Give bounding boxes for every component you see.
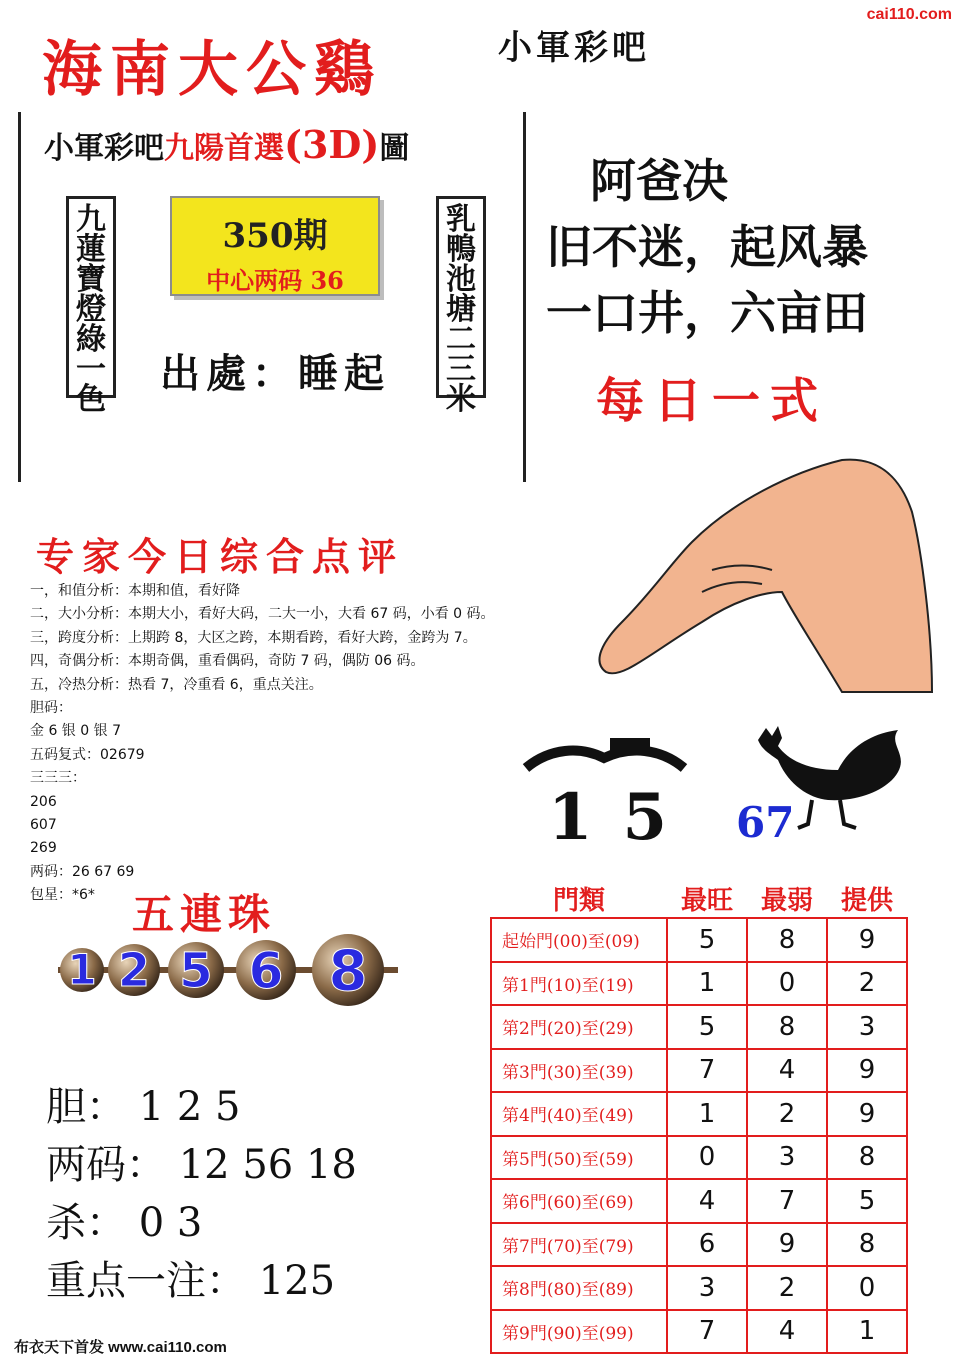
table-cell: 4 — [667, 1179, 747, 1223]
table-cell: 8 — [747, 1005, 827, 1049]
analysis-line: 金 6 银 0 银 7 — [30, 723, 121, 740]
table-cell: 7 — [667, 1049, 747, 1093]
issue-box — [170, 196, 380, 296]
table-cell: 1 — [667, 1092, 747, 1136]
zhongdian-line: 重点一注： 125 — [46, 1258, 336, 1304]
abacus-mark-icon — [520, 718, 690, 778]
table-cell: 4 — [747, 1049, 827, 1093]
analysis-line: 一，和值分析：本期和值，看好降 — [30, 583, 240, 599]
table-cell-label: 第6門(60)至(69) — [491, 1179, 667, 1223]
table-header: 提供 — [827, 880, 907, 918]
analysis-line: 两码：26 67 69 — [30, 863, 135, 880]
table-cell: 2 — [747, 1092, 827, 1136]
table-row — [491, 1310, 907, 1354]
expert-title: 专家今日综合点评 — [36, 534, 405, 579]
table-cell: 5 — [827, 1179, 907, 1223]
table-row — [491, 1092, 907, 1136]
table-cell: 0 — [827, 1266, 907, 1310]
table-row — [491, 1266, 907, 1310]
hand-icon — [592, 452, 952, 712]
table-cell: 0 — [667, 1136, 747, 1180]
table-header: 最弱 — [747, 880, 827, 918]
poem-line-1: 旧不迷，起风暴 — [546, 220, 868, 274]
daily-title: 每日一式 — [596, 373, 829, 429]
table-cell-label: 第7門(70)至(79) — [491, 1223, 667, 1267]
main-title: 海南大公鷄 — [42, 35, 382, 105]
five-beads-title: 五連珠 — [132, 890, 277, 939]
analysis-line: 三，跨度分析：上期跨 8，大区之跨，本期看跨，看好大跨，金跨为 7。 — [30, 629, 477, 646]
brand-name: 小軍彩吧 — [498, 28, 650, 68]
panel-title-suffix: 圖 — [379, 131, 410, 166]
table-cell: 3 — [747, 1136, 827, 1180]
liangma-line: 两码： 12 56 18 — [46, 1142, 357, 1188]
table-row — [491, 1005, 907, 1049]
table-header-row — [491, 880, 907, 918]
table-row — [491, 1136, 907, 1180]
table-cell: 8 — [827, 1223, 907, 1267]
analysis-line: 四，奇偶分析：本期奇偶，重看偶码，奇防 7 码，偶防 06 码。 — [30, 653, 425, 670]
analysis-line: 206 — [30, 793, 57, 810]
panel-title-brand: 小軍彩吧 — [44, 131, 164, 166]
bead-digit: 5 — [179, 943, 213, 999]
analysis-line: 三三三： — [30, 770, 86, 787]
table-header: 最旺 — [667, 880, 747, 918]
table-cell: 7 — [667, 1310, 747, 1354]
analysis-line: 五码复式：02679 — [30, 746, 145, 763]
table-cell: 9 — [827, 918, 907, 962]
table-cell-label: 起始門(00)至(09) — [491, 918, 667, 962]
site-url[interactable]: cai110.com — [866, 6, 952, 23]
five-beads — [58, 930, 398, 1010]
table-cell: 5 — [667, 918, 747, 962]
source-label: 出處：睡起 — [160, 350, 390, 397]
table-cell: 2 — [827, 962, 907, 1006]
table-cell: 9 — [827, 1049, 907, 1093]
table-cell: 3 — [667, 1266, 747, 1310]
panel-title — [44, 122, 409, 172]
table-cell-label: 第5門(50)至(59) — [491, 1136, 667, 1180]
table-cell-label: 第4門(40)至(49) — [491, 1092, 667, 1136]
table-cell: 3 — [827, 1005, 907, 1049]
door-table — [490, 880, 908, 1354]
issue-number: 350期 — [222, 216, 328, 256]
picks-block — [46, 1078, 357, 1310]
table-row — [491, 1179, 907, 1223]
analysis-line: 607 — [30, 817, 57, 834]
table-cell: 1 — [827, 1310, 907, 1354]
dan-line: 胆： 1 2 5 — [46, 1084, 241, 1130]
table-cell: 8 — [827, 1136, 907, 1180]
right-vertical-label: 乳鴨池塘二三米 — [436, 196, 486, 398]
analysis-line: 包星：*6* — [30, 887, 95, 904]
bead-digit: 2 — [117, 943, 151, 997]
hand-number-left: 15 — [548, 780, 698, 855]
footer-text: 布衣天下首发 www.cai110.com — [14, 1339, 227, 1356]
table-cell: 7 — [747, 1179, 827, 1223]
table-cell-label: 第8門(80)至(89) — [491, 1266, 667, 1310]
table-cell: 5 — [667, 1005, 747, 1049]
analysis-line: 五，冷热分析：热看 7，冷重看 6，重点关注。 — [30, 676, 323, 693]
panel-title-highlight: 九陽首選 — [164, 131, 284, 166]
rooster-icon — [748, 720, 918, 832]
table-cell: 0 — [747, 962, 827, 1006]
table-cell: 1 — [667, 962, 747, 1006]
left-vertical-label: 九蓮寶燈綠一色 — [66, 196, 116, 398]
table-cell-label: 第1門(10)至(19) — [491, 962, 667, 1006]
analysis-line: 269 — [30, 840, 57, 857]
poem-title: 阿爸决 — [590, 154, 728, 208]
table-header: 門類 — [491, 880, 667, 918]
table-cell-label: 第2門(20)至(29) — [491, 1005, 667, 1049]
table-row — [491, 962, 907, 1006]
bead-digit: 1 — [67, 945, 97, 994]
table-cell: 9 — [827, 1092, 907, 1136]
center-codes: 中心两码 36 — [206, 266, 344, 295]
table-cell-label: 第9門(90)至(99) — [491, 1310, 667, 1354]
table-row — [491, 918, 907, 962]
hand-number-right: 67 — [736, 798, 795, 847]
table-row — [491, 1049, 907, 1093]
bead-digit: 6 — [248, 942, 284, 1000]
analysis-line: 二，大小分析：本期大小，看好大码，二大一小，大看 67 码，小看 0 码。 — [30, 606, 495, 623]
analysis-line: 胆码： — [30, 700, 72, 717]
panel-title-3d: (3D) — [284, 122, 380, 167]
poem-block — [546, 148, 956, 346]
table-cell-label: 第3門(30)至(39) — [491, 1049, 667, 1093]
sha-line: 杀： 0 3 — [46, 1200, 203, 1246]
table-cell: 8 — [747, 918, 827, 962]
table-cell: 6 — [667, 1223, 747, 1267]
poem-line-2: 一口井，六亩田 — [546, 286, 868, 340]
table-cell: 2 — [747, 1266, 827, 1310]
bead-digit: 8 — [328, 939, 368, 1004]
table-row — [491, 1223, 907, 1267]
table-cell: 4 — [747, 1310, 827, 1354]
table-cell: 9 — [747, 1223, 827, 1267]
